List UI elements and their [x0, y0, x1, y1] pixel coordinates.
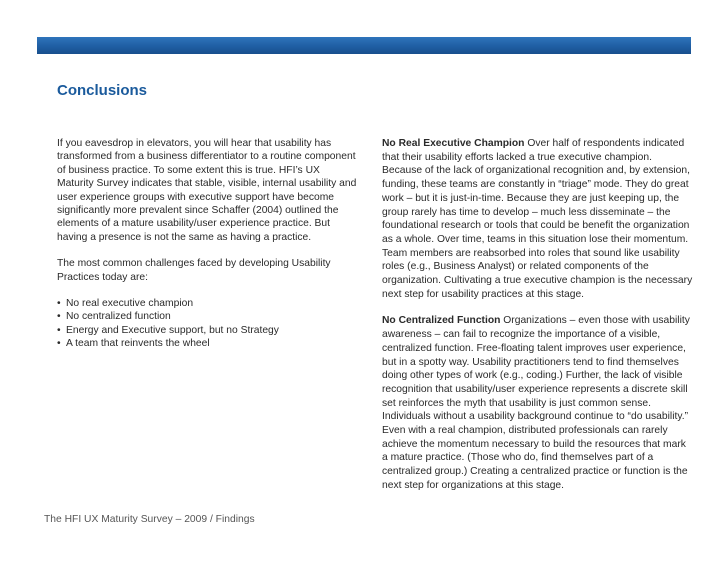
challenges-list — [57, 297, 357, 351]
list-item-label: No centralized function — [66, 311, 171, 323]
right-column — [382, 137, 694, 506]
executive-champion-body: Over half of respondents indicated that their usability efforts lacked a true executive champion. Because of the lack of organizational recognition and, by extension, funding, these teams are constantly in “triage” mode. They do great work – but it is just-in-time. Because they are just keeping up, the group rarely has time to develop – much less disseminate – the foundational research or tools that could be benefit the organization as a whole. Over time, teams in this situation lose their momentum. Team members are reabsorbed into roles that sound like usability roles (e.g., Business Analyst) or related components of the organization. Cultivating a true executive champion is the necessary next step for usability practices at this stage. — [382, 138, 693, 300]
centralized-function-heading: No Centralized Function — [382, 315, 501, 327]
list-item-label: A team that reinvents the wheel — [66, 338, 210, 350]
bullet-icon: • — [57, 298, 61, 310]
page-footer: The HFI UX Maturity Survey – 2009 / Findings — [44, 514, 255, 525]
list-item — [57, 297, 357, 310]
page-title: Conclusions — [57, 82, 148, 99]
intro-paragraph: If you eavesdrop in elevators, you will hear that usability has transformed from a business differentiator to a routine component of business practice. To some extent this is true. HFI’s UX Maturity Survey indicates that stable, visible, internal usability and user experience groups with executive support have become significantly more prevalent since Schaffer (2004) outlined the elements of a mature usability/user experience practice. But having a presence is not the same as having a practice. — [57, 138, 357, 243]
bullet-icon: • — [57, 324, 61, 336]
list-item — [57, 310, 357, 323]
list-item — [57, 324, 357, 337]
list-item-label: No real executive champion — [66, 298, 194, 310]
challenges-intro-paragraph: The most common challenges faced by developing Usability Practices today are: — [57, 258, 331, 283]
executive-champion-paragraph — [382, 137, 694, 301]
left-column — [57, 137, 357, 351]
centralized-function-body: Organizations – even those with usability awareness – can fail to recognize the importance of a visible, centralized function. Free-floating talent improves user experience, but in a spotty way. Usability practitioners tend to find themselves doing other types of work (e.g., coding.) Further, the lack of visible recognition that usability/user experience represents a discrete skill set reinforces the myth that usability is just common sense. Individuals without a usability background continue to “do usability.” Even with a real champion, distributed professionals can rarely achieve the momentum necessary to build the resources that mark a mature practice. (Those who do, find themselves part of a centralized group.) Creating a centralized practice or function is the next step for organizations at this stage. — [382, 315, 690, 491]
header-bar — [37, 37, 691, 54]
executive-champion-heading: No Real Executive Champion — [382, 138, 525, 149]
bullet-icon: • — [57, 338, 61, 350]
centralized-function-paragraph — [382, 314, 694, 492]
list-item — [57, 337, 357, 350]
bullet-icon: • — [57, 311, 61, 323]
list-item-label: Energy and Executive support, but no Strategy — [66, 324, 279, 336]
